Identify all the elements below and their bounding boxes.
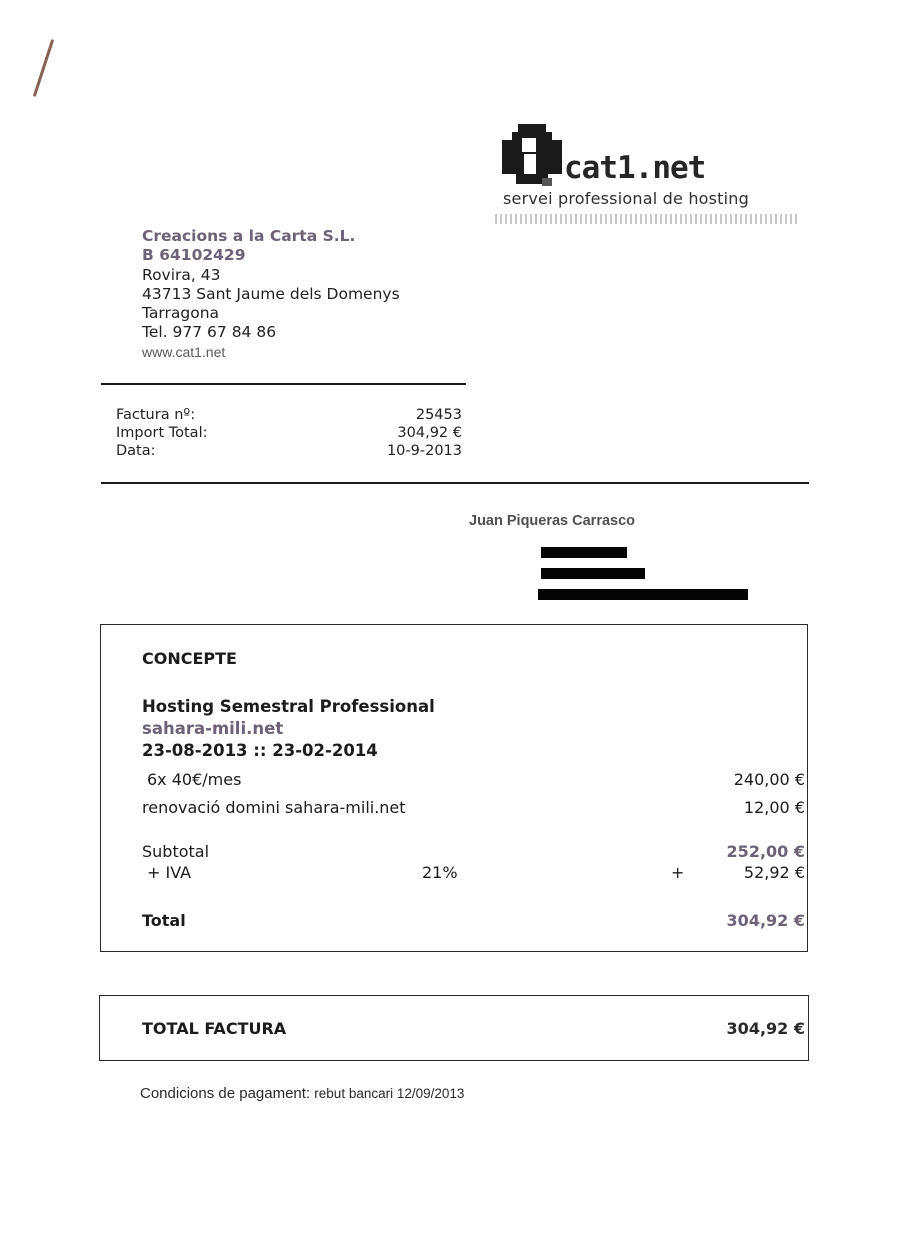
line-item-description: renovació domini sahara-mili.net <box>142 798 406 817</box>
issuer-city: 43713 Sant Jaume dels Domenys <box>142 284 400 303</box>
redaction-bar <box>538 589 748 600</box>
payment-conditions <box>140 1085 464 1102</box>
issuer-province: Tarragona <box>142 304 220 323</box>
invoice-date-row <box>116 442 462 460</box>
invoice-total-row <box>116 424 462 442</box>
tax-rate: 21% <box>422 863 458 882</box>
redaction-bar <box>541 568 645 579</box>
logo-tagline: servei professional de hosting <box>503 189 749 208</box>
recipient-name: Juan Piqueras Carrasco <box>469 513 636 529</box>
total-amount: 304,92 € <box>726 911 805 930</box>
payment-conditions-label: Condicions de pagament: <box>140 1085 311 1102</box>
invoice-summary <box>116 406 462 460</box>
invoice-date: 10-9-2013 <box>386 443 462 459</box>
issuer-block <box>142 227 400 362</box>
invoice-total-box-label: TOTAL FACTURA <box>142 1019 287 1038</box>
product-name: Hosting Semestral Professional <box>142 697 435 716</box>
invoice-number: 25453 <box>415 407 462 423</box>
invoice-number-label: Factura nº: <box>116 407 196 423</box>
cat1-logo-icon <box>502 124 562 192</box>
divider-middle <box>101 482 809 484</box>
issuer-tax-id: B 64102429 <box>142 246 246 265</box>
subtotal-amount: 252,00 € <box>726 842 805 861</box>
product-domain: sahara-mili.net <box>142 719 284 738</box>
invoice-number-row <box>116 406 462 424</box>
logo-name: cat1.net <box>564 150 706 186</box>
issuer-website: www.cat1.net <box>142 343 226 360</box>
invoice-total-value: 304,92 € <box>397 425 462 441</box>
payment-conditions-value: rebut bancari 12/09/2013 <box>314 1086 465 1101</box>
concept-heading: CONCEPTE <box>142 649 237 668</box>
tax-amount: 52,92 € <box>743 863 805 882</box>
logo-dotted-pattern <box>495 214 797 224</box>
invoice-total-label: Import Total: <box>116 425 208 441</box>
service-period: 23-08-2013 :: 23-02-2014 <box>142 741 378 760</box>
total-label: Total <box>142 911 186 930</box>
divider-top <box>101 383 466 385</box>
issuer-company: Creacions a la Carta S.L. <box>142 227 356 245</box>
invoice-total-box-amount: 304,92 € <box>726 1019 805 1038</box>
issuer-phone: Tel. 977 67 84 86 <box>142 323 277 342</box>
issuer-street: Rovira, 43 <box>142 265 221 284</box>
subtotal-label: Subtotal <box>142 842 210 861</box>
tax-label: + IVA <box>147 863 192 882</box>
line-item-amount: 240,00 € <box>733 770 805 789</box>
invoice-date-label: Data: <box>116 443 156 459</box>
line-item-amount: 12,00 € <box>743 798 805 817</box>
tax-plus-sign: + <box>671 863 685 882</box>
pen-mark <box>33 39 54 97</box>
line-item-description: 6x 40€/mes <box>147 770 242 789</box>
redaction-bar <box>541 547 627 558</box>
